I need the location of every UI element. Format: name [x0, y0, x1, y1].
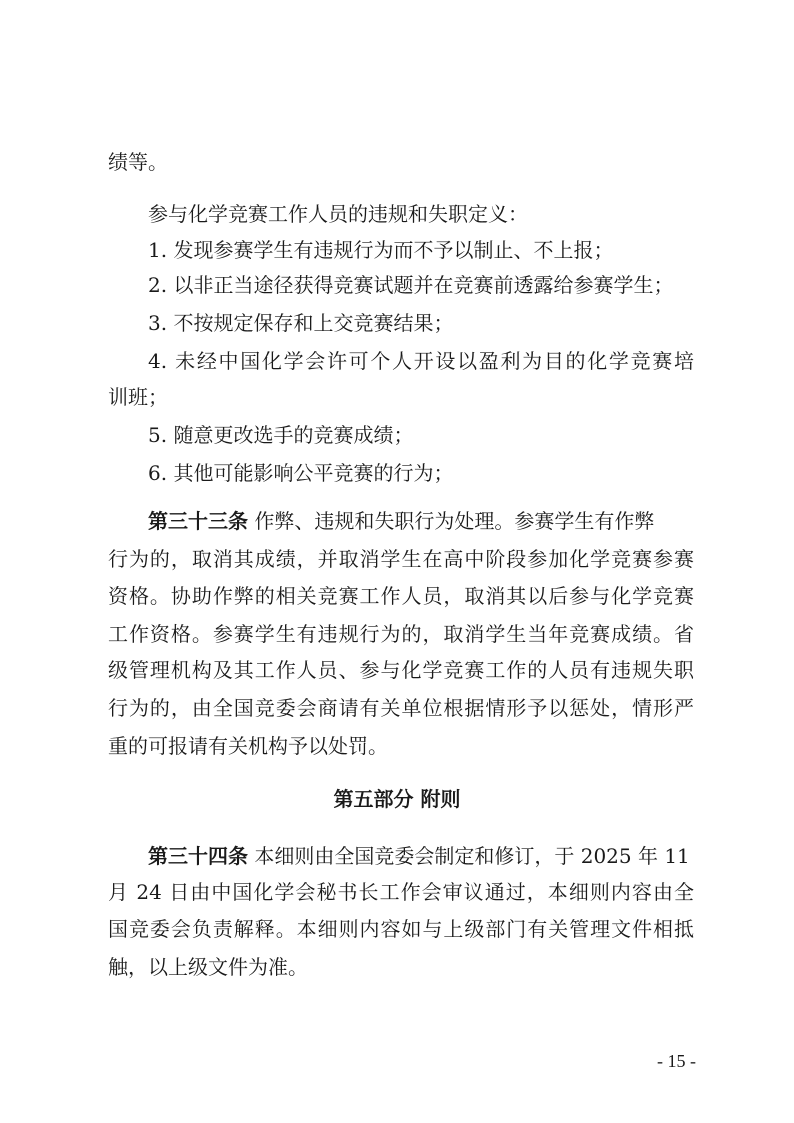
article-33-text-2: 行为的，取消其成绩，并取消学生在高中阶段参加化学竞赛参赛: [108, 547, 694, 571]
violation-item-2: 2. 以非正当途径获得竞赛试题并在竞赛前透露给参赛学生；: [148, 273, 674, 297]
violation-item-1: 1. 发现参赛学生有违规行为而不予以制止、不上报；: [148, 238, 614, 262]
article-33-first-line: [148, 507, 694, 535]
article-34-text-1: 本细则由全国竞委会制定和修订，于 2025 年 11: [254, 844, 690, 868]
article-33-text-3: 资格。协助作弊的相关竞赛工作人员，取消其以后参与化学竞赛: [108, 584, 694, 608]
article-33-text-1: 作弊、违规和失职行为处理。参赛学生有作弊: [254, 509, 655, 533]
violation-item-6: 6. 其他可能影响公平竞赛的行为；: [148, 461, 454, 485]
article-33-text-6: 行为的，由全国竞委会商请有关单位根据情形予以惩处，情形严: [108, 696, 694, 720]
violation-item-5: 5. 随意更改选手的竞赛成绩；: [148, 423, 414, 447]
article-33-label: 第三十三条: [148, 509, 248, 533]
page-number: - 15 -: [657, 1051, 696, 1071]
article-34-first-line: [148, 842, 694, 870]
intro-tail-text: 绩等。: [108, 150, 168, 174]
article-34-text-3: 国竞委会负责解释。本细则内容如与上级部门有关管理文件相抵: [108, 917, 694, 941]
article-33-text-5: 级管理机构及其工作人员、参与化学竞赛工作的人员有违规失职: [108, 658, 694, 682]
article-34-text-4: 触，以上级文件为准。: [108, 955, 308, 979]
part5-heading: 第五部分 附则: [333, 787, 461, 811]
article-33-text-4: 工作资格。参赛学生有违规行为的，取消学生当年竞赛成绩。省: [108, 622, 694, 646]
staff-violations-heading: 参与化学竞赛工作人员的违规和失职定义：: [148, 202, 528, 226]
article-33-text-7: 重的可报请有关机构予以处罚。: [108, 734, 388, 758]
article-34-text-2: 月 24 日由中国化学会秘书长工作会审议通过，本细则内容由全: [108, 880, 694, 904]
violation-item-4-cont: 训班；: [108, 385, 168, 409]
violation-item-4: 4. 未经中国化学会许可个人开设以盈利为目的化学竞赛培: [148, 349, 694, 373]
article-34-label: 第三十四条: [148, 844, 248, 868]
violation-item-3: 3. 不按规定保存和上交竞赛结果；: [148, 311, 454, 335]
